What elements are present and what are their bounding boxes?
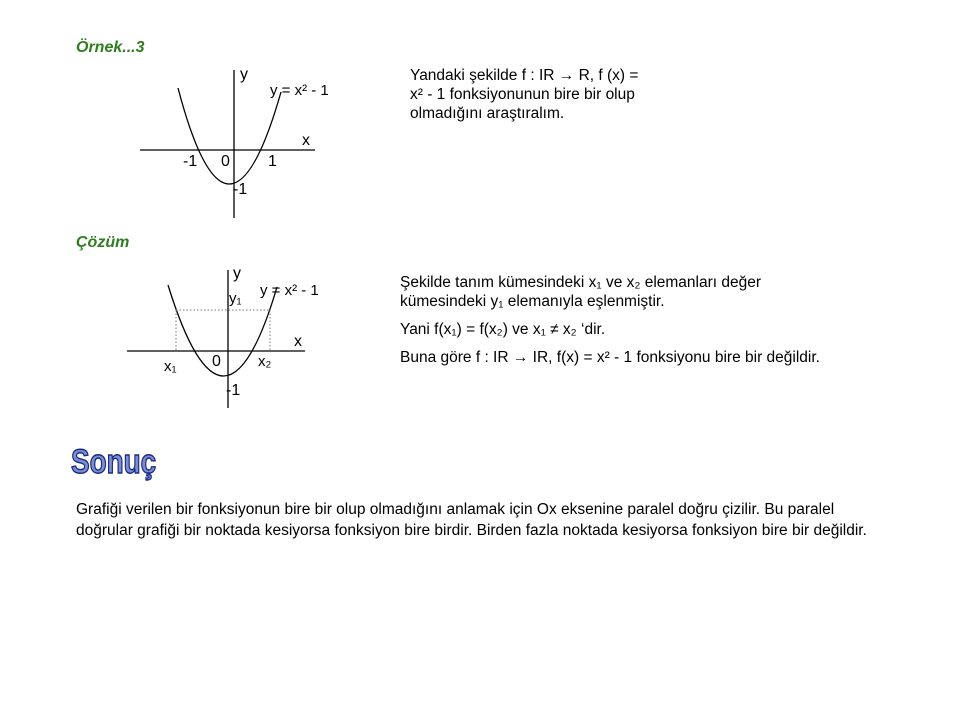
origin-label: 0 bbox=[221, 153, 230, 170]
solution-paragraph: Buna göre f : IR → IR, f(x) = x² - 1 fonksiyonu bire bir değildir. bbox=[400, 349, 820, 366]
tick-neg1-label: -1 bbox=[183, 153, 198, 170]
example-title: Örnek...3 bbox=[76, 39, 145, 56]
solution-paragraph: Yani f(x₁) = f(x₂) ve x₁ ≠ x₂ ‘dir. bbox=[400, 321, 606, 338]
tick-pos1-label: 1 bbox=[268, 153, 277, 170]
x1-label: x₁ bbox=[164, 358, 177, 375]
conclusion-title: Sonuç bbox=[71, 443, 157, 481]
solution-paragraph: Şekilde tanım kümesindeki x₁ ve x₂ elemanları değer kümesindeki y₁ elemanıyla eşlenmiştir. bbox=[400, 274, 762, 310]
vertex-label: -1 bbox=[233, 181, 248, 198]
y-axis-label: y bbox=[240, 66, 248, 83]
solution-text bbox=[400, 273, 850, 376]
x-axis-label: x bbox=[302, 132, 310, 149]
y-axis-label: y bbox=[233, 265, 241, 282]
equation-label: y = x² - 1 bbox=[270, 82, 329, 99]
vertex-label: -1 bbox=[226, 382, 241, 399]
parabola-curve bbox=[168, 285, 277, 376]
parabola-curve bbox=[178, 88, 281, 184]
equation-label: y = x² - 1 bbox=[260, 282, 319, 299]
solution-title: Çözüm bbox=[76, 234, 130, 251]
example-description: Yandaki şekilde f : IR → R, f (x) = x² - 1 fonksiyonunun bire bir olup olmadığını araştıralım. bbox=[410, 67, 639, 122]
conclusion-text: Grafiği verilen bir fonksiyonun bire bir olup olmadığını anlamak için Ox eksenine paralel doğru çizilir. Bu paralel doğrular grafiği bir noktada kesiyorsa fonksiyon bire birdir. Birden fazla noktada kesiyorsa fonksiyon bire bir değildir. bbox=[76, 501, 867, 539]
y1-label: y₁ bbox=[229, 290, 242, 307]
x2-label: x₂ bbox=[258, 353, 272, 370]
origin-label: 0 bbox=[212, 353, 221, 370]
x-axis-label: x bbox=[294, 333, 302, 350]
